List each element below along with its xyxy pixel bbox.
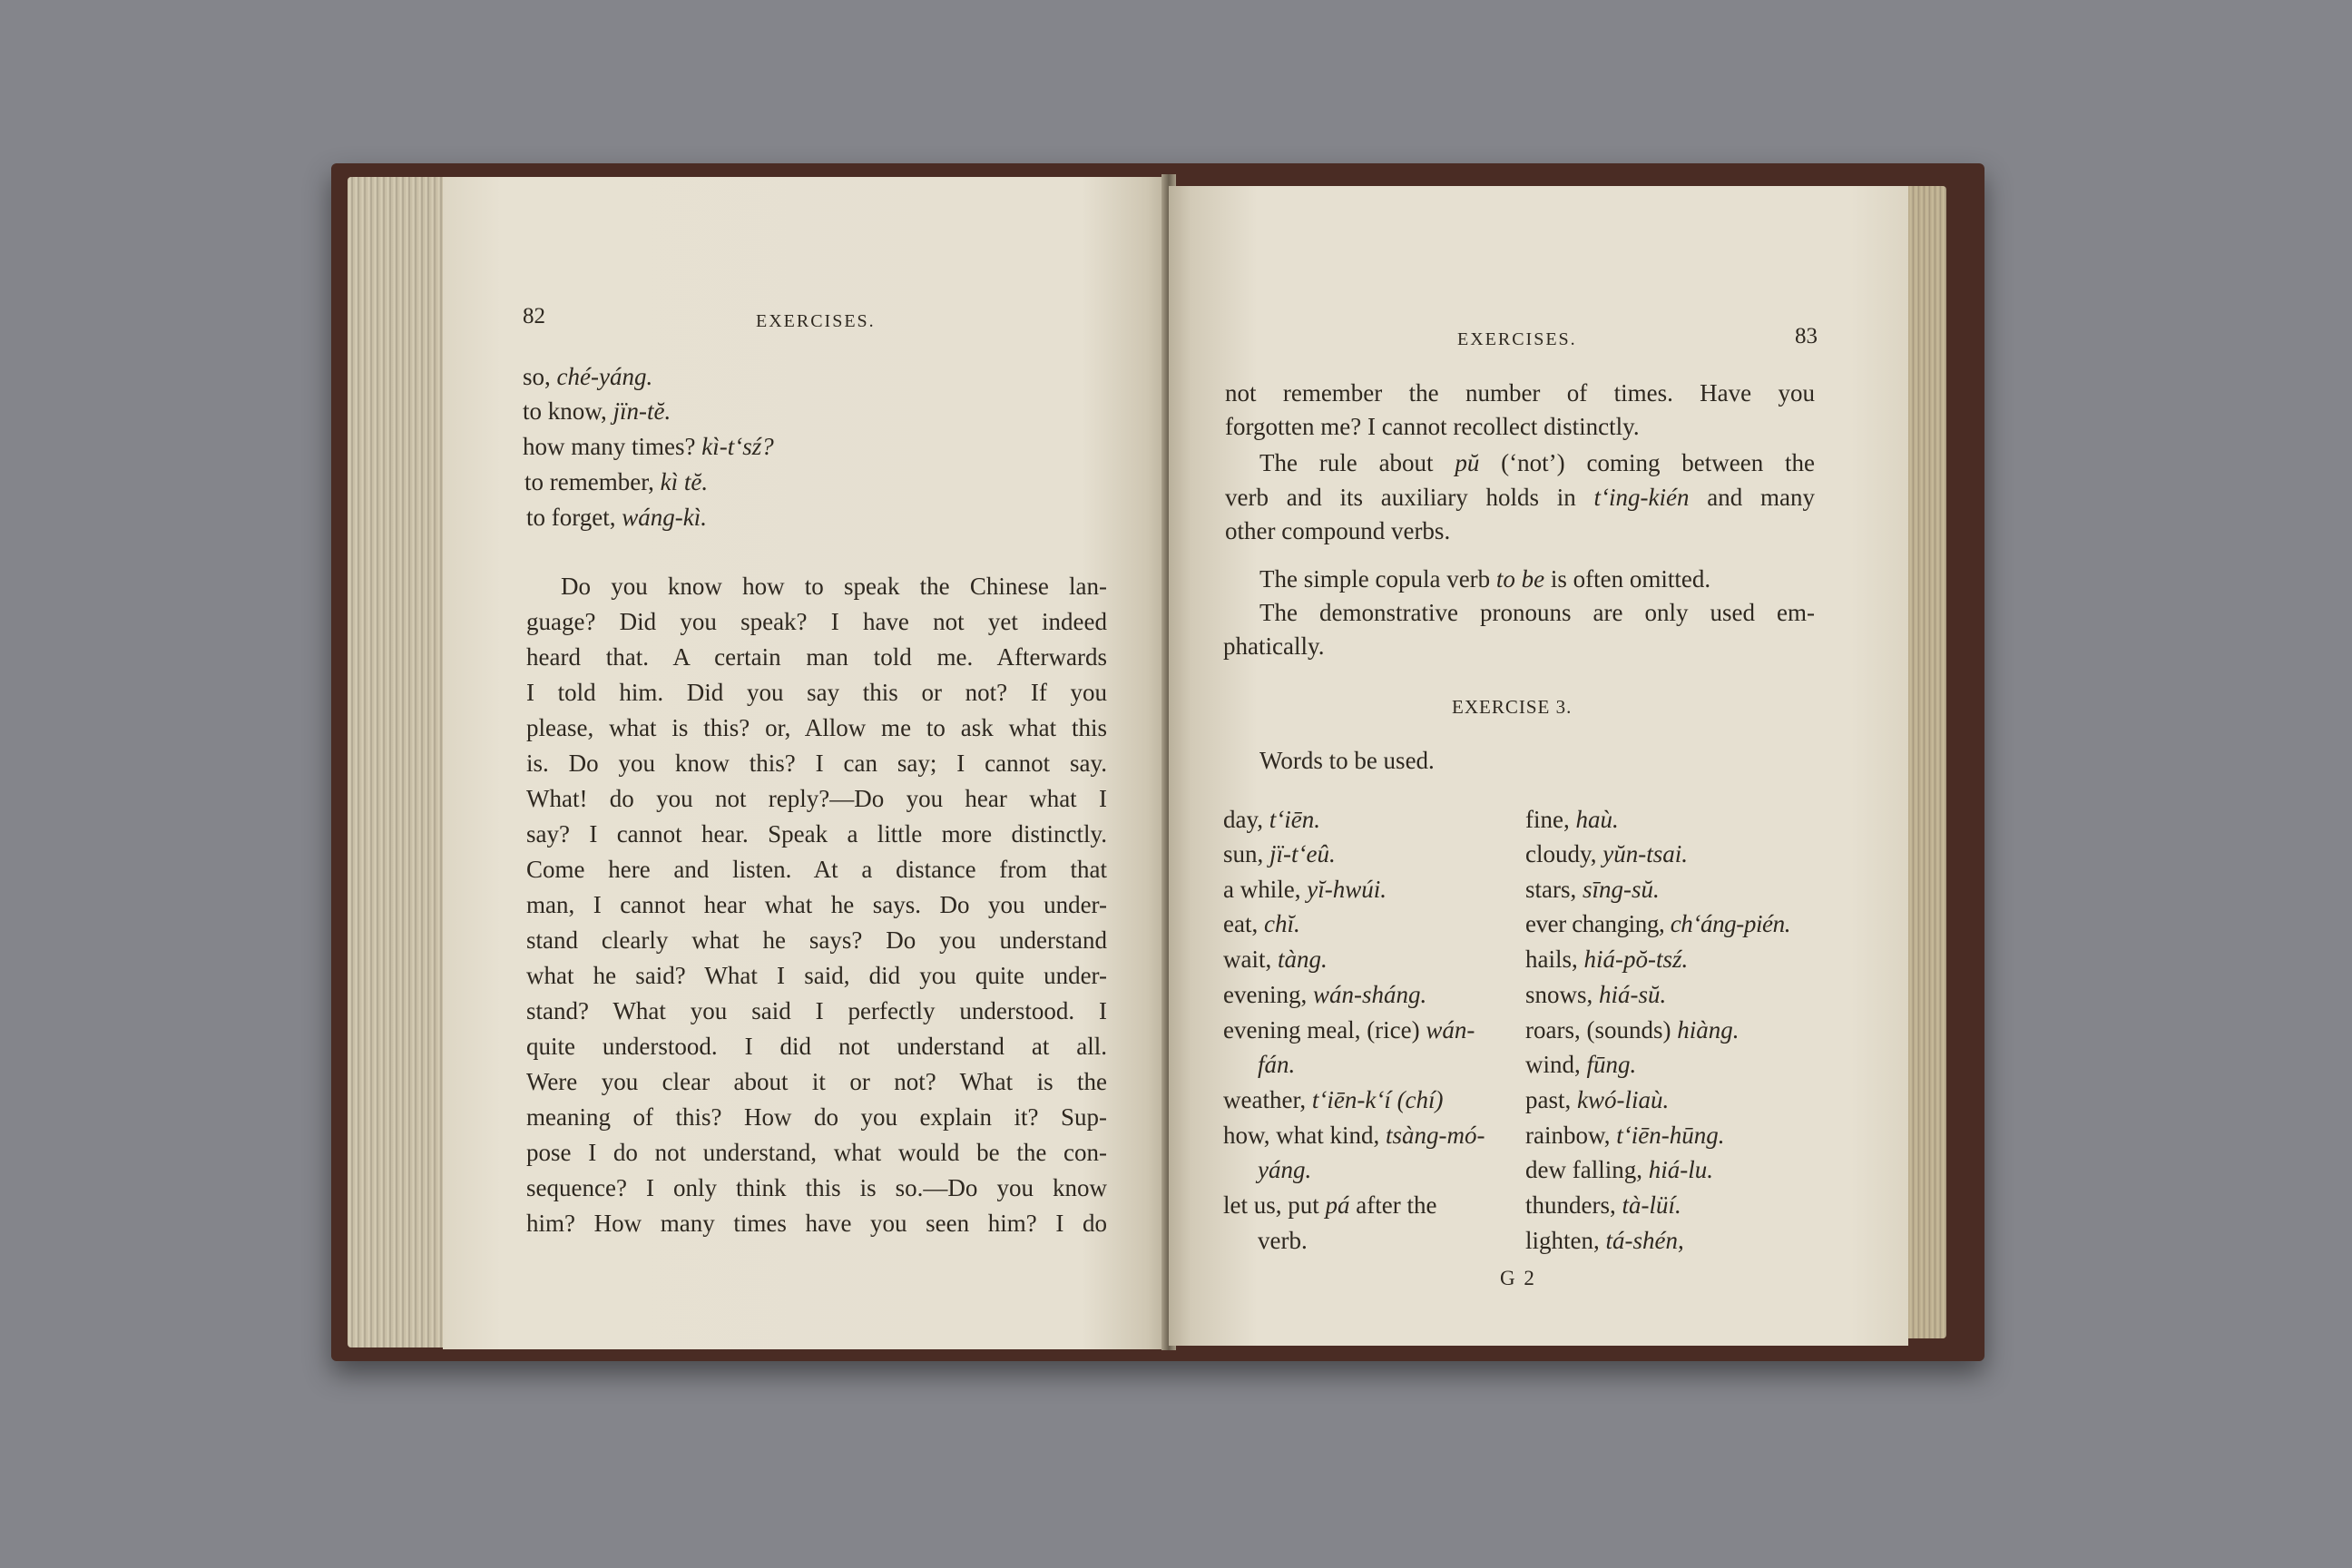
signature-mark: G 2 [1500, 1267, 1536, 1289]
text-line: meaning of this? How do you explain it? Sup- [526, 1103, 1107, 1131]
vocab-item: rainbow, t‘iēn-hūng. [1525, 1122, 1725, 1149]
text-line: stand? What you said I perfectly understood. I [526, 997, 1107, 1024]
text-line: Were you clear about it or not? What is the [526, 1068, 1107, 1095]
vocab-item: dew falling, hiá-lu. [1525, 1156, 1713, 1183]
text-line: say? I cannot hear. Speak a little more distinctly. [526, 820, 1107, 848]
vocab-item: lighten, tá-shén, [1525, 1227, 1684, 1254]
vocab-item: let us, put pá after the [1223, 1191, 1437, 1219]
text-line: is. Do you know this? I can say; I cannot say. [526, 750, 1107, 777]
text-line: him? How many times have you seen him? I do [526, 1210, 1107, 1237]
vocab-item: how many times? kì-t‘sź? [523, 433, 774, 460]
vocab-item: verb. [1258, 1227, 1308, 1254]
vocab-item: wait, tàng. [1223, 946, 1328, 973]
vocab-item: fine, haù. [1525, 806, 1619, 833]
vocab-item: cloudy, yŭn-tsai. [1525, 840, 1688, 867]
words-heading: Words to be used. [1259, 747, 1435, 774]
text-line: not remember the number of times. Have you [1225, 379, 1815, 407]
text-line: what he said? What I said, did you quite under- [526, 962, 1107, 989]
vocab-item: so, ché-yáng. [523, 363, 653, 390]
text-line: stand clearly what he says? Do you understand [526, 926, 1107, 954]
vocab-item: evening meal, (rice) wán- [1223, 1016, 1475, 1044]
vocab-item: yáng. [1258, 1156, 1312, 1183]
vocab-item: wind, fūng. [1525, 1051, 1637, 1078]
vocab-item: stars, sīng-sŭ. [1525, 876, 1660, 903]
text-line: quite understood. I did not understand at all. [526, 1033, 1107, 1060]
vocab-item: to know, jïn-tĕ. [523, 397, 671, 425]
vocab-item: evening, wán-sháng. [1223, 981, 1427, 1008]
page-edges-left [348, 177, 447, 1348]
vocab-item: past, kwó-liaù. [1525, 1086, 1670, 1113]
vocab-item: roars, (sounds) hiàng. [1525, 1016, 1740, 1044]
right-page [1169, 186, 1908, 1346]
text-line: man, I cannot hear what he says. Do you under- [526, 891, 1107, 918]
vocab-item: hails, hiá-pŏ-tsź. [1525, 946, 1689, 973]
left-page [443, 177, 1169, 1349]
text-line: heard that. A certain man told me. Afterwards [526, 643, 1107, 671]
text-line: The rule about pŭ (‘not’) coming between the [1259, 449, 1815, 476]
vocab-item: how, what kind, tsàng-mó- [1223, 1122, 1485, 1149]
text-line: phatically. [1223, 632, 1325, 660]
text-line: Come here and listen. At a distance from that [526, 856, 1107, 883]
running-head-left: EXERCISES. [756, 311, 876, 331]
text-line: What! do you not reply?—Do you hear what I [526, 785, 1107, 812]
vocab-item: snows, hiá-sŭ. [1525, 981, 1667, 1008]
page-number-right: 83 [1795, 324, 1818, 348]
text-line: sequence? I only think this is so.—Do you know [526, 1174, 1107, 1201]
vocab-item: a while, yĭ-hwúi. [1223, 876, 1387, 903]
running-head-right: EXERCISES. [1457, 329, 1577, 349]
vocab-item: thunders, tà-lüí. [1525, 1191, 1681, 1219]
vocab-item: sun, jï-t‘eû. [1223, 840, 1336, 867]
vocab-item: day, t‘iēn. [1223, 806, 1320, 833]
text-line: pose I do not understand, what would be the con- [526, 1139, 1107, 1166]
vocab-item: to remember, kì tĕ. [524, 468, 709, 495]
exercise-heading: EXERCISE 3. [1452, 696, 1573, 718]
text-line: verb and its auxiliary holds in t‘ing-kién and many [1225, 484, 1815, 511]
vocab-item: eat, chĭ. [1223, 910, 1300, 937]
text-line: The demonstrative pronouns are only used em- [1259, 599, 1815, 626]
page-number-left: 82 [523, 304, 545, 328]
vocab-item: weather, t‘iēn-k‘í (chí) [1223, 1086, 1444, 1113]
vocab-item: ever changing, ch‘áng-pién. [1525, 910, 1791, 937]
text-line: Do you know how to speak the Chinese lan- [561, 573, 1107, 600]
text-line: The simple copula verb to be is often omitted. [1259, 565, 1711, 593]
vocab-item: to forget, wáng-kì. [526, 504, 707, 531]
text-line: I told him. Did you say this or not? If you [526, 679, 1107, 706]
text-line: guage? Did you speak? I have not yet indeed [526, 608, 1107, 635]
text-line: forgotten me? I cannot recollect distinctly. [1225, 413, 1640, 440]
text-line: please, what is this? or, Allow me to ask what this [526, 714, 1107, 741]
vocab-item: fán. [1258, 1051, 1296, 1078]
text-line: other compound verbs. [1225, 517, 1451, 544]
